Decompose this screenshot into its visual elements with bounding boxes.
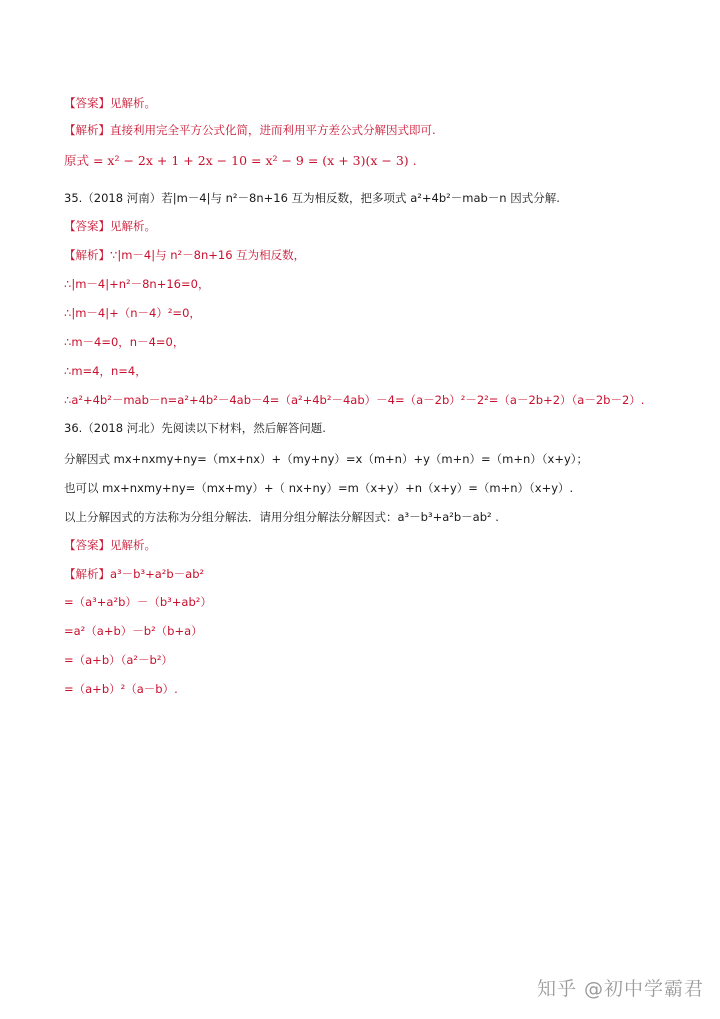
answer-line: 【答案】见解析。 bbox=[64, 96, 156, 110]
question-36: 36.（2018 河北）先阅读以下材料，然后解答问题. bbox=[64, 421, 326, 435]
question-35: 35.（2018 河南）若|m－4|与 n²－8n+16 互为相反数，把多项式 a²+4b²－mab－n 因式分解. bbox=[64, 191, 560, 205]
solution-35-step-1: 【解析】∵|m－4|与 n²－8n+16 互为相反数， bbox=[64, 248, 306, 262]
solution-36-step-1: 【解析】a³－b³+a²b－ab² bbox=[64, 567, 205, 581]
solution-36-step-4: =（a+b）（a²－b²） bbox=[64, 653, 173, 667]
solution-36-step-3: =a²（a+b）－b²（b+a） bbox=[64, 624, 203, 638]
watermark: 知乎 @初中学霸君 bbox=[536, 978, 704, 1000]
solution-35-step-6: ∴a²+4b²－mab－n=a²+4b²－4ab－4=（a²+4b²－4ab）－4=（a－2b）²－2²=（a－2b+2）（a－2b－2）. bbox=[64, 393, 645, 407]
answer-35: 【答案】见解析。 bbox=[64, 219, 156, 233]
material-line-2: 也可以 mx+nxmy+ny=（mx+my）+（ nx+ny）=m（x+y）+n（x+y）=（m+n）（x+y）. bbox=[64, 481, 574, 495]
formula-line: 原式 = x² − 2x + 1 + 2x − 10 = x² − 9 = (x + 3)(x − 3) . bbox=[64, 153, 417, 168]
solution-35-step-2: ∴|m－4|+n²－8n+16=0， bbox=[64, 277, 210, 291]
material-line-1: 分解因式 mx+nxmy+ny=（mx+nx）+（my+ny）=x（m+n）+y（m+n）=（m+n）（x+y）； bbox=[64, 452, 589, 466]
task-line: 以上分解因式的方法称为分组分解法．请用分组分解法分解因式：a³－b³+a²b－ab² . bbox=[64, 510, 499, 524]
solution-36-step-5: =（a+b）²（a－b）. bbox=[64, 682, 178, 696]
solution-35-step-4: ∴m－4=0，n－4=0， bbox=[64, 335, 185, 349]
solution-36-step-2: =（a³+a²b）－（b³+ab²） bbox=[64, 595, 212, 609]
solution-35-step-3: ∴|m－4|+（n－4）²=0， bbox=[64, 306, 201, 320]
analysis-line: 【解析】直接利用完全平方公式化简，进而利用平方差公式分解因式即可. bbox=[64, 123, 436, 137]
solution-35-step-5: ∴m=4，n=4， bbox=[64, 364, 147, 378]
answer-36: 【答案】见解析。 bbox=[64, 538, 156, 552]
